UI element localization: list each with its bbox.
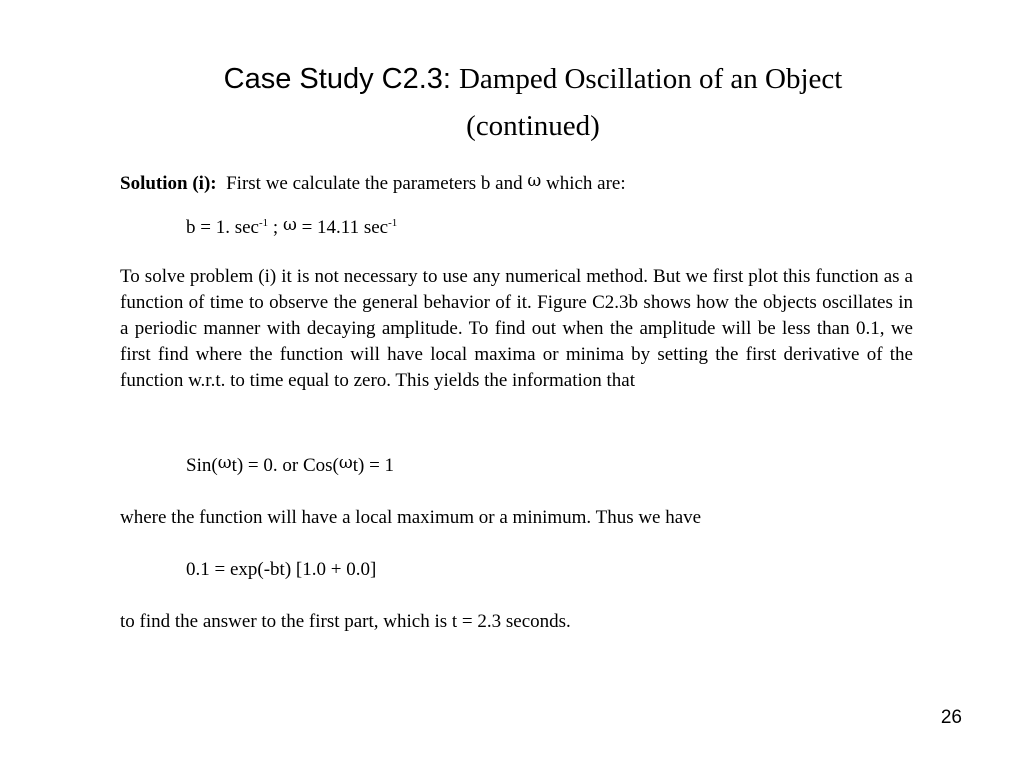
solution-intro-tail: which are: — [545, 173, 626, 194]
paragraph-answer: to find the answer to the first part, which is t = 2.3 seconds. — [120, 611, 571, 632]
title-prefix: Case Study C2.3: — [223, 63, 451, 95]
page-number: 26 — [940, 707, 962, 728]
sin-suffix: t) = 0. or Cos( — [231, 455, 339, 476]
equation-derivative — [186, 450, 913, 479]
title-continued: (continued) — [466, 110, 600, 142]
omega-symbol: ω — [217, 453, 232, 473]
sin-prefix: Sin( — [186, 455, 218, 476]
b-exponent: -1 — [258, 217, 269, 229]
paragraph-extremum: where the function will have a local maximum or a minimum. Thus we have — [120, 507, 702, 528]
omega-value: = 14.11 sec — [301, 217, 389, 238]
title-main: Damped Oscillation of an Object — [458, 63, 843, 95]
omega-symbol: ω — [338, 453, 353, 473]
b-value: b = 1. sec — [186, 217, 259, 238]
solution-label: Solution (i): — [120, 173, 217, 194]
solution-intro-text: First we calculate the parameters b and — [226, 173, 523, 194]
solution-intro — [120, 168, 913, 197]
omega-exponent: -1 — [388, 217, 398, 229]
parameter-values — [186, 212, 913, 241]
param-separator: ; — [272, 217, 279, 238]
omega-symbol: ω — [282, 215, 297, 235]
equation-amplitude: 0.1 = exp(-bt) [1.0 + 0.0] — [186, 559, 377, 580]
cos-suffix: t) = 1 — [352, 455, 395, 476]
slide-title — [100, 58, 966, 152]
paragraph-explanation: To solve problem (i) it is not necessary to use any numerical method. But we first plot this function as a function of time to observe the general behavior of it. Figure C2.3b shows how the objects oscillates in a periodic manner with decaying amplitude. To find out when the amplitude will be less than 0.1, we first find where the function will have local maxima or minima by setting the first derivative of the function w.r.t. to time equal to zero. This yields the information that — [120, 266, 913, 391]
omega-symbol: ω — [527, 171, 542, 191]
